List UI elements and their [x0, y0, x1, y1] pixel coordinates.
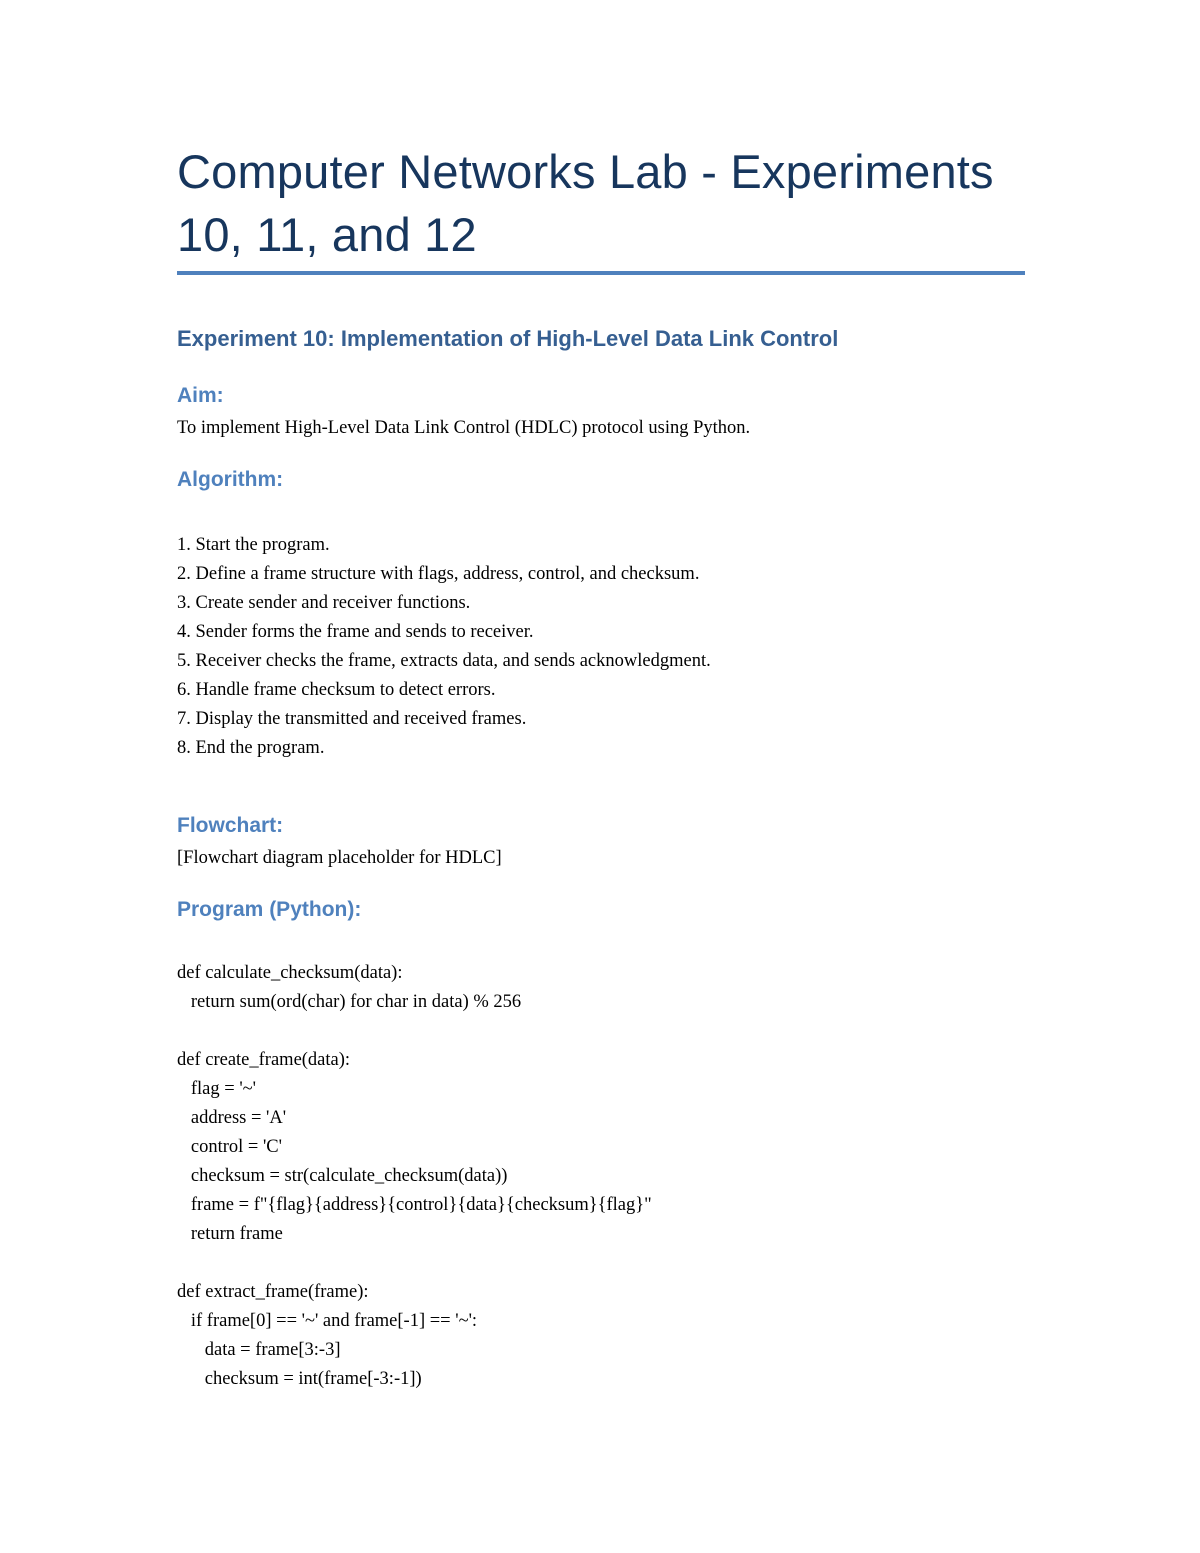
- algorithm-step: 3. Create sender and receiver functions.: [177, 593, 471, 613]
- code-line: data = frame[3:-3]: [177, 1340, 341, 1360]
- code-line: def create_frame(data):: [177, 1050, 351, 1070]
- program-heading: Program (Python):: [177, 898, 362, 921]
- algorithm-step: 7. Display the transmitted and received frames.: [177, 709, 527, 729]
- code-line: def calculate_checksum(data):: [177, 963, 403, 983]
- algorithm-step: 4. Sender forms the frame and sends to receiver.: [177, 622, 534, 642]
- code-line: flag = '~': [177, 1079, 256, 1099]
- flowchart-placeholder-text: [Flowchart diagram placeholder for HDLC]: [177, 848, 502, 868]
- document-page: [177, 0, 1025, 1553]
- algorithm-steps: [177, 531, 711, 763]
- code-line: return frame: [177, 1224, 283, 1244]
- algorithm-step: 8. End the program.: [177, 738, 325, 758]
- experiment-heading: Experiment 10: Implementation of High-Level Data Link Control: [177, 326, 839, 351]
- code-line: checksum = int(frame[-3:-1]): [177, 1369, 422, 1389]
- algorithm-heading: Algorithm:: [177, 468, 284, 491]
- code-line: [177, 1017, 652, 1046]
- aim-heading: Aim:: [177, 384, 224, 407]
- code-line: [177, 1249, 652, 1278]
- code-line: if frame[0] == '~' and frame[-1] == '~':: [177, 1311, 478, 1331]
- code-line: control = 'C': [177, 1137, 282, 1157]
- algorithm-step: 5. Receiver checks the frame, extracts data, and sends acknowledgment.: [177, 651, 711, 671]
- code-line: checksum = str(calculate_checksum(data)): [177, 1166, 508, 1186]
- program-code: [177, 959, 652, 1394]
- title-underline: [177, 271, 1025, 275]
- code-line: return sum(ord(char) for char in data) % 256: [177, 992, 522, 1012]
- flowchart-heading: Flowchart:: [177, 814, 284, 837]
- document-title: Computer Networks Lab - Experiments 10, 11, and 12: [177, 145, 994, 261]
- code-line: def extract_frame(frame):: [177, 1282, 369, 1302]
- code-line: address = 'A': [177, 1108, 287, 1128]
- aim-text: To implement High-Level Data Link Control (HDLC) protocol using Python.: [177, 418, 751, 438]
- algorithm-step: 2. Define a frame structure with flags, address, control, and checksum.: [177, 564, 700, 584]
- code-line: frame = f"{flag}{address}{control}{data}{checksum}{flag}": [177, 1195, 652, 1215]
- algorithm-step: 1. Start the program.: [177, 535, 330, 555]
- algorithm-step: 6. Handle frame checksum to detect errors.: [177, 680, 496, 700]
